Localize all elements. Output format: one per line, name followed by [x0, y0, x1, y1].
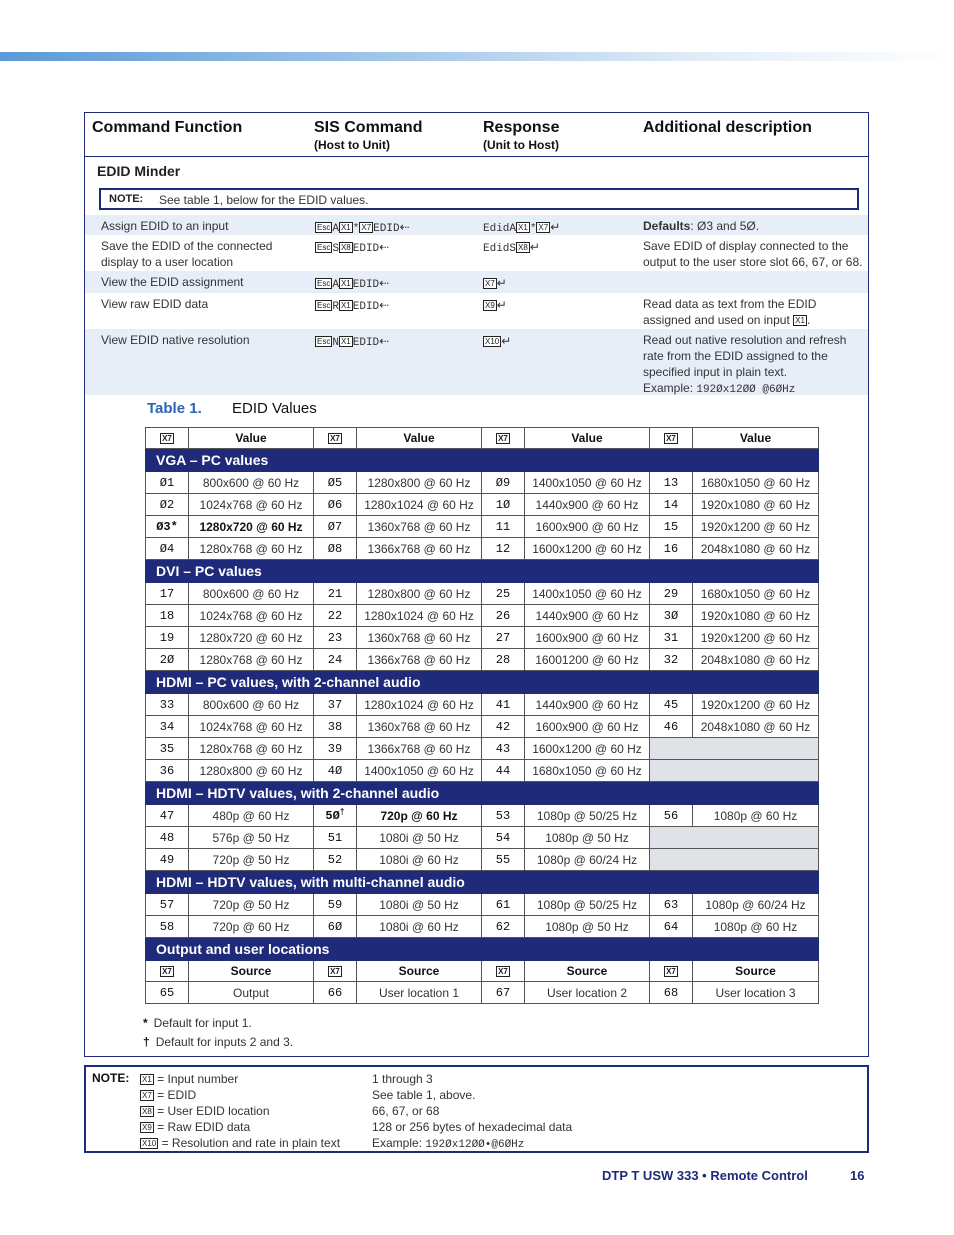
command-function: View raw EDID data: [101, 297, 209, 311]
section-header: VGA – PC values: [146, 449, 819, 472]
edid-code: 65: [146, 982, 189, 1004]
edid-code: 48: [146, 827, 189, 849]
edid-code: 63: [650, 894, 693, 916]
edid-value: 1080p @ 50 Hz: [525, 827, 650, 849]
edid-code: 5Ø†: [314, 805, 357, 827]
header-divider: [85, 156, 868, 157]
note-value: Example: 192Øx12ØØ•@6ØHz: [372, 1136, 525, 1151]
section-header: Output and user locations: [146, 938, 819, 961]
edid-code-column-header: X7: [482, 428, 525, 449]
edid-value: 1280x800 @ 60 Hz: [357, 472, 482, 494]
command-function: View EDID native resolution: [101, 333, 250, 347]
table-row: [146, 605, 819, 627]
section-header-row: [146, 449, 819, 472]
table-number: Table 1.: [147, 400, 202, 417]
response: EdidA X1 * X7 ↵: [483, 220, 561, 235]
section-header: HDMI – HDTV values, with 2-channel audio: [146, 782, 819, 805]
edid-value: 800x600 @ 60 Hz: [189, 583, 314, 605]
edid-value: 800x600 @ 60 Hz: [189, 472, 314, 494]
sis-command: Esc A X1 * X7 EDID⇠: [317, 220, 410, 235]
edid-code: 43: [482, 738, 525, 760]
edid-value: 1080p @ 50/25 Hz: [525, 805, 650, 827]
edid-code: 21: [314, 583, 357, 605]
edid-code: 64: [650, 916, 693, 938]
edid-value: 1440x900 @ 60 Hz: [525, 605, 650, 627]
edid-code: Ø8: [314, 538, 357, 560]
edid-code: 36: [146, 760, 189, 782]
note-definition: X8 = User EDID location: [142, 1104, 270, 1118]
table-row: [146, 916, 819, 938]
table-row: [146, 649, 819, 671]
edid-code: 22: [314, 605, 357, 627]
edid-code: 52: [314, 849, 357, 871]
header-gradient-bar: [0, 52, 954, 61]
edid-code: 29: [650, 583, 693, 605]
column-header: Source: [357, 961, 482, 982]
response: X7 ↵: [485, 276, 507, 290]
edid-value: 1600x900 @ 60 Hz: [525, 516, 650, 538]
table-row: [146, 516, 819, 538]
edid-value: 1360x768 @ 60 Hz: [357, 627, 482, 649]
edid-code: 17: [146, 583, 189, 605]
edid-code: 12: [482, 538, 525, 560]
edid-code: 3Ø: [650, 605, 693, 627]
edid-code: 13: [650, 472, 693, 494]
edid-values-table: [145, 427, 819, 1004]
edid-value: 1600x1200 @ 60 Hz: [525, 738, 650, 760]
column-header: Source: [693, 961, 819, 982]
edid-code: 49: [146, 849, 189, 871]
edid-value: 720p @ 50 Hz: [189, 894, 314, 916]
command-function: Assign EDID to an input: [101, 219, 229, 233]
table-row: [146, 583, 819, 605]
edid-value: 1080p @ 60 Hz: [693, 805, 819, 827]
edid-value: 1280x720 @ 60 Hz: [189, 627, 314, 649]
edid-value: 2048x1080 @ 60 Hz: [693, 649, 819, 671]
edid-value: 576p @ 50 Hz: [189, 827, 314, 849]
edid-value: 1280x800 @ 60 Hz: [357, 583, 482, 605]
edid-value: 1680x1050 @ 60 Hz: [693, 583, 819, 605]
section-header-row: [146, 671, 819, 694]
additional-description: Defaults: Ø3 and 5Ø.: [643, 219, 760, 233]
edid-value: 1080p @ 60/24 Hz: [693, 894, 819, 916]
command-table: [84, 112, 869, 1057]
edid-code-column-header: X7: [650, 428, 693, 449]
command-function: Save the EDID of the connected display to a user location: [101, 239, 273, 269]
edid-value: 1440x900 @ 60 Hz: [525, 494, 650, 516]
edid-code-column-header: X7: [146, 428, 189, 449]
note-value: 1 through 3: [372, 1072, 433, 1086]
edid-code-column-header: X7: [146, 961, 189, 982]
edid-value: 1920x1200 @ 60 Hz: [693, 627, 819, 649]
edid-value: 1080p @ 50 Hz: [525, 916, 650, 938]
additional-description: Read data as text from the EDID assigned and used on input X1 .: [643, 297, 817, 327]
edid-value: 1600x900 @ 60 Hz: [525, 627, 650, 649]
command-row: [85, 293, 868, 329]
edid-code: 62: [482, 916, 525, 938]
section-title: EDID Minder: [97, 163, 181, 179]
table-title: EDID Values: [232, 400, 317, 417]
edid-code-column-header: X7: [314, 428, 357, 449]
table-header-row: [146, 961, 819, 982]
edid-code: 38: [314, 716, 357, 738]
edid-value: 16001200 @ 60 Hz: [525, 649, 650, 671]
table-row: [146, 894, 819, 916]
edid-value: 1440x900 @ 60 Hz: [525, 694, 650, 716]
note-definition: X1 = Input number: [142, 1072, 239, 1086]
header-command-function: Command Function: [92, 119, 243, 136]
section-header: HDMI – PC values, with 2-channel audio: [146, 671, 819, 694]
empty-cell: [650, 827, 819, 849]
edid-code: 54: [482, 827, 525, 849]
edid-value: 1680x1050 @ 60 Hz: [693, 472, 819, 494]
edid-code: 58: [146, 916, 189, 938]
section-header-row: [146, 782, 819, 805]
column-header: Source: [525, 961, 650, 982]
column-header: Value: [525, 428, 650, 449]
table-row: [146, 849, 819, 871]
edid-code: 23: [314, 627, 357, 649]
note-value: 128 or 256 bytes of hexadecimal data: [372, 1120, 573, 1134]
edid-value: 1280x768 @ 60 Hz: [189, 738, 314, 760]
edid-value: 1080p @ 60/24 Hz: [525, 849, 650, 871]
note-definition: X7 = EDID: [142, 1088, 197, 1102]
table-row: [146, 760, 819, 782]
section-header-row: [146, 938, 819, 961]
additional-description: Save EDID of display connected to the output to the user store slot 66, 67, or 68.: [643, 239, 863, 269]
edid-code: 44: [482, 760, 525, 782]
table-row: [146, 694, 819, 716]
footer-title: DTP T USW 333 • Remote Control: [602, 1168, 808, 1183]
table-row: [146, 716, 819, 738]
edid-code: 57: [146, 894, 189, 916]
edid-value: 1024x768 @ 60 Hz: [189, 605, 314, 627]
note-label: NOTE:: [109, 193, 144, 205]
edid-code: 14: [650, 494, 693, 516]
table-row: [146, 982, 819, 1004]
edid-value: 720p @ 60 Hz: [357, 805, 482, 827]
edid-code: 41: [482, 694, 525, 716]
note-box: [99, 188, 859, 210]
edid-value: 720p @ 50 Hz: [189, 849, 314, 871]
edid-code: Ø9: [482, 472, 525, 494]
header-additional-description: Additional description: [643, 119, 812, 136]
empty-cell: [650, 738, 819, 760]
edid-value: User location 3: [693, 982, 819, 1004]
edid-code: 45: [650, 694, 693, 716]
command-row: [85, 329, 868, 395]
edid-value: 1080i @ 60 Hz: [357, 916, 482, 938]
edid-code: 2Ø: [146, 649, 189, 671]
edid-value: 1400x1050 @ 60 Hz: [357, 760, 482, 782]
edid-value: 1920x1080 @ 60 Hz: [693, 494, 819, 516]
header-response: Response: [483, 119, 560, 136]
edid-code: 32: [650, 649, 693, 671]
edid-code: 46: [650, 716, 693, 738]
sis-command: Esc N X1 EDID⇠: [317, 334, 390, 349]
column-header: Value: [357, 428, 482, 449]
edid-value: 2048x1080 @ 60 Hz: [693, 538, 819, 560]
edid-value: 1920x1080 @ 60 Hz: [693, 605, 819, 627]
note-text: See table 1, below for the EDID values.: [159, 193, 369, 207]
note-definition: X10 = Resolution and rate in plain text: [142, 1136, 341, 1150]
edid-value: 1280x800 @ 60 Hz: [189, 760, 314, 782]
table-header-row: [146, 428, 819, 449]
edid-value: 1280x1024 @ 60 Hz: [357, 494, 482, 516]
edid-code: 27: [482, 627, 525, 649]
edid-code: 51: [314, 827, 357, 849]
edid-value: 1360x768 @ 60 Hz: [357, 716, 482, 738]
edid-code: 56: [650, 805, 693, 827]
command-row: [85, 215, 868, 235]
header-host-to-unit: (Host to Unit): [314, 138, 390, 152]
edid-value: Output: [189, 982, 314, 1004]
edid-code: Ø6: [314, 494, 357, 516]
edid-code: 26: [482, 605, 525, 627]
table-row: [146, 805, 819, 827]
edid-code: Ø3*: [146, 516, 189, 538]
edid-value: 1280x768 @ 60 Hz: [189, 649, 314, 671]
command-row: [85, 271, 868, 293]
section-header-row: [146, 871, 819, 894]
edid-value: 1600x900 @ 60 Hz: [525, 716, 650, 738]
edid-value: 2048x1080 @ 60 Hz: [693, 716, 819, 738]
table-caption: [147, 400, 317, 417]
sis-command: Esc R X1 EDID⇠: [317, 298, 390, 313]
edid-value: 720p @ 60 Hz: [189, 916, 314, 938]
edid-code: 31: [650, 627, 693, 649]
table-row: [146, 627, 819, 649]
footnote-dagger: † Default for inputs 2 and 3.: [143, 1035, 294, 1049]
edid-value: 1360x768 @ 60 Hz: [357, 516, 482, 538]
edid-value: 1080p @ 60 Hz: [693, 916, 819, 938]
table-row: [146, 472, 819, 494]
edid-code: 15: [650, 516, 693, 538]
edid-code: 47: [146, 805, 189, 827]
edid-value: User location 1: [357, 982, 482, 1004]
edid-code: 19: [146, 627, 189, 649]
edid-code: 28: [482, 649, 525, 671]
command-function: View the EDID assignment: [101, 275, 244, 289]
edid-code: 1Ø: [482, 494, 525, 516]
response: X9 ↵: [485, 298, 507, 312]
edid-value: 1280x720 @ 60 Hz: [189, 516, 314, 538]
header-unit-to-host: (Unit to Host): [483, 138, 559, 152]
edid-code: 4Ø: [314, 760, 357, 782]
edid-code: 67: [482, 982, 525, 1004]
edid-code: 35: [146, 738, 189, 760]
empty-cell: [650, 760, 819, 782]
response: X10 ↵: [485, 334, 512, 348]
edid-code: 11: [482, 516, 525, 538]
edid-value: 1920x1200 @ 60 Hz: [693, 694, 819, 716]
page-number: 16: [850, 1168, 865, 1183]
sis-command: Esc S X8 EDID⇠: [317, 240, 390, 255]
edid-value: 1400x1050 @ 60 Hz: [525, 583, 650, 605]
edid-value: 1680x1050 @ 60 Hz: [525, 760, 650, 782]
empty-cell: [650, 849, 819, 871]
section-header: DVI – PC values: [146, 560, 819, 583]
note-label: NOTE:: [92, 1071, 130, 1085]
section-header-row: [146, 560, 819, 583]
column-header: Value: [189, 428, 314, 449]
dagger-marker: †: [339, 808, 345, 817]
edid-value: 1280x1024 @ 60 Hz: [357, 605, 482, 627]
table-row: [146, 738, 819, 760]
edid-value: 1080p @ 50/25 Hz: [525, 894, 650, 916]
edid-code-column-header: X7: [650, 961, 693, 982]
header-sis-command: SIS Command: [314, 119, 423, 136]
edid-value: 1280x1024 @ 60 Hz: [357, 694, 482, 716]
edid-value: 1366x768 @ 60 Hz: [357, 738, 482, 760]
footnote-star: * Default for input 1.: [143, 1016, 252, 1030]
edid-value: 1600x1200 @ 60 Hz: [525, 538, 650, 560]
additional-description: Read out native resolution and refresh rate from the EDID assigned to the specified input in plain text. Example: 192Øx12ØØ @6ØHz: [643, 333, 847, 396]
section-header: HDMI – HDTV values, with multi-channel audio: [146, 871, 819, 894]
column-header: Source: [189, 961, 314, 982]
edid-code: 6Ø: [314, 916, 357, 938]
edid-value: 1080i @ 50 Hz: [357, 827, 482, 849]
edid-code: 55: [482, 849, 525, 871]
edid-value: 1280x768 @ 60 Hz: [189, 538, 314, 560]
table-row: [146, 494, 819, 516]
edid-value: 1024x768 @ 60 Hz: [189, 716, 314, 738]
edid-code: Ø1: [146, 472, 189, 494]
edid-code: Ø2: [146, 494, 189, 516]
edid-value: 1920x1200 @ 60 Hz: [693, 516, 819, 538]
edid-code: 68: [650, 982, 693, 1004]
edid-value: 1400x1050 @ 60 Hz: [525, 472, 650, 494]
table-row: [146, 827, 819, 849]
edid-code-column-header: X7: [314, 961, 357, 982]
edid-value: 1080i @ 50 Hz: [357, 894, 482, 916]
sis-command: Esc A X1 EDID⇠: [317, 276, 390, 291]
edid-code: 25: [482, 583, 525, 605]
edid-code: 37: [314, 694, 357, 716]
edid-value: 1080i @ 60 Hz: [357, 849, 482, 871]
edid-code: 53: [482, 805, 525, 827]
edid-code: 34: [146, 716, 189, 738]
edid-value: 800x600 @ 60 Hz: [189, 694, 314, 716]
edid-code-column-header: X7: [482, 961, 525, 982]
edid-code: 66: [314, 982, 357, 1004]
edid-code: Ø5: [314, 472, 357, 494]
edid-value: 1366x768 @ 60 Hz: [357, 649, 482, 671]
column-header: Value: [693, 428, 819, 449]
edid-code: Ø7: [314, 516, 357, 538]
command-row: [85, 235, 868, 271]
edid-code: Ø4: [146, 538, 189, 560]
edid-code: 61: [482, 894, 525, 916]
edid-value: 1366x768 @ 60 Hz: [357, 538, 482, 560]
edid-code: 18: [146, 605, 189, 627]
variable-note-box: [84, 1065, 869, 1153]
table-row: [146, 538, 819, 560]
note-value: 66, 67, or 68: [372, 1104, 440, 1118]
note-value: See table 1, above.: [372, 1088, 476, 1102]
response: EdidS X8 ↵: [483, 240, 540, 255]
edid-code: 59: [314, 894, 357, 916]
edid-value: 1024x768 @ 60 Hz: [189, 494, 314, 516]
edid-code: 39: [314, 738, 357, 760]
edid-code: 33: [146, 694, 189, 716]
edid-code: 24: [314, 649, 357, 671]
edid-code: 42: [482, 716, 525, 738]
edid-code: 16: [650, 538, 693, 560]
edid-value: User location 2: [525, 982, 650, 1004]
edid-value: 480p @ 60 Hz: [189, 805, 314, 827]
note-definition: X9 = Raw EDID data: [142, 1120, 251, 1134]
